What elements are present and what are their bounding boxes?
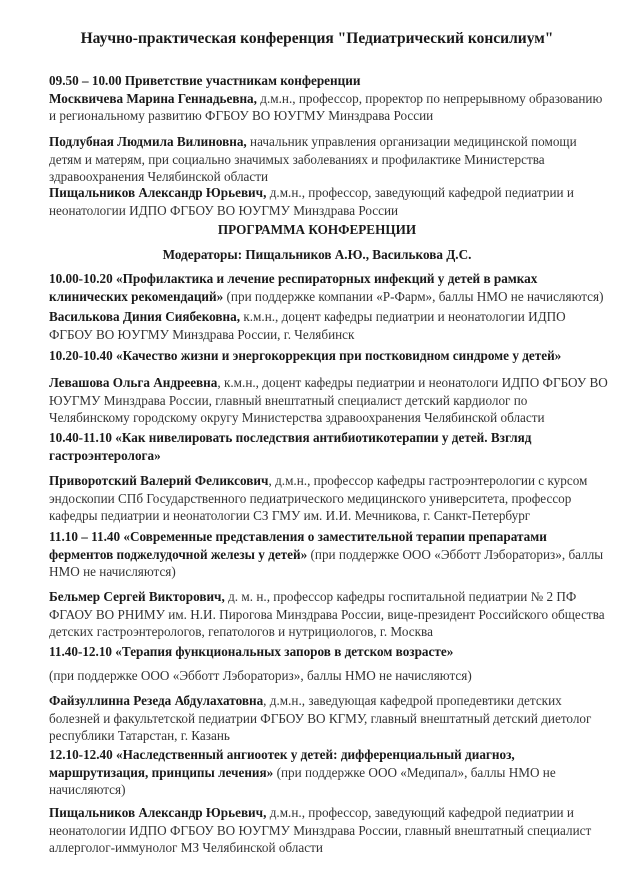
session-title-text: 11.10 – 11.40 «Современные представления о заместительной терапии препаратами ферментов поджелудочной железы у детей» (49, 529, 547, 562)
session-title-text: 10.00-10.20 «Профилактика и лечение респираторных инфекций у детей в рамках клинических рекомендаций» (49, 271, 538, 304)
speaker-name: Подлубная Людмила Вилиновна, (49, 134, 247, 149)
session-title-text: 12.10-12.40 «Наследственный ангиоотек у детей: дифференциальный диагноз, маршрутизация, принципы лечения» (49, 747, 515, 780)
speaker-desc: начальник управления организации медицинской помощи детям и матерям, при социально значимых заболеваниях и профилактике Министерства здравоохранения Челябинской области (49, 134, 577, 184)
speaker-desc: , д.м.н., профессор кафедры гастроэнтерологии с курсом эндоскопии СПб Государственного педиатрического медицинского университета, профессор кафедры педиатрии и неонатологии СЗ ГМУ им. И.И. Мечникова, г. Санкт-Петербург (49, 473, 588, 523)
speaker-desc: д.м.н., профессор, заведующий кафедрой педиатрии и неонатологии ИДПО ФГБОУ ВО ЮУГМУ Минздрава России, главный внештатный специалист аллерголог-иммунолог МЗ Челябинской области (49, 805, 592, 855)
moderators: Модераторы: Пищальников А.Ю., Василькова Д.С. (162, 247, 472, 262)
speaker-name: Василькова Диния Сиябековна, (49, 309, 241, 324)
speaker-paragraph (49, 308, 609, 343)
speaker-desc: к.м.н., доцент кафедры педиатрии и неонатологии ИДПО ФГБОУ ВО ЮУГМУ Минздрава России, г. Челябинск (49, 309, 566, 342)
speaker-paragraph (49, 90, 609, 125)
speaker-paragraph (49, 472, 609, 525)
speaker-name: Бельмер Сергей Викторович, (49, 589, 225, 604)
speaker-name: Пищальников Александр Юрьевич, (49, 185, 267, 200)
session-note: (при поддержке ООО «Эбботт Лэбораториз», баллы НМО не начисляются) (49, 546, 604, 579)
session-title-text: 11.40-12.10 «Терапия функциональных запоров в детском возрасте» (49, 644, 454, 659)
speaker-paragraph (49, 588, 609, 641)
session-note: (при поддержке компании «Р-Фарм», баллы НМО не начисляются) (223, 288, 604, 304)
document-title: Научно-практическая конференция "Педиатрический консилиум" (80, 30, 554, 47)
speaker-desc: д. м. н., профессор кафедры госпитальной педиатрии № 2 ПФ ФГАОУ ВО РНИМУ им. Н.И. Пирогова Минздрава России, вице-президент Российского общества детских гастроэнтерологов, гепатологов и нутрициологов, г. Москва (49, 589, 605, 639)
speaker-paragraph (49, 692, 609, 745)
session-title (49, 347, 609, 365)
session-title (49, 746, 609, 799)
session-title (49, 270, 609, 305)
greeting-block (49, 72, 609, 125)
speaker-paragraph (49, 184, 609, 219)
speaker-paragraph (49, 133, 609, 186)
speaker-paragraph (49, 374, 609, 427)
speaker-desc: д.м.н., профессор, заведующий кафедрой педиатрии и неонатологии ИДПО ФГБОУ ВО ЮУГМУ Минздрава России (49, 185, 574, 218)
speaker-name: Москвичева Марина Геннадьевна, (49, 90, 257, 106)
speaker-desc: д.м.н., профессор, проректор по непрерывному образованию и региональному развитию ФГБОУ ВО ЮУГМУ Минздрава России (49, 90, 603, 123)
session-title (49, 429, 609, 464)
speaker-name: Пищальников Александр Юрьевич, (49, 805, 267, 820)
session-note: (при поддержке ООО «Медипал», баллы НМО не начисляются) (49, 764, 556, 797)
session-title-text: 10.20-10.40 «Качество жизни и энергокоррекция при постковидном синдроме у детей» (49, 348, 562, 363)
session-note-text: (при поддержке ООО «Эбботт Лэбораториз», баллы НМО не начисляются) (49, 668, 472, 683)
speaker-name: Файзуллинна Резеда Абдулахатовна (49, 693, 264, 708)
session-title (49, 643, 609, 661)
speaker-paragraph (49, 804, 609, 857)
speaker-name: Приворотский Валерий Феликсович (49, 473, 269, 488)
greeting-time-title: 09.50 – 10.00 Приветствие участникам конференции (49, 73, 361, 88)
session-title-text: 10.40-11.10 «Как нивелировать последствия антибиотикотерапии у детей. Взгляд гастроэнтеролога» (49, 430, 532, 463)
speaker-desc: , к.м.н., доцент кафедры педиатрии и неонатологи ИДПО ФГБОУ ВО ЮУГМУ Минздрава России, главный внештатный специалист детский кардиолог по Челябинскому городскому округу Министерства здравоохранения Челябинской области (49, 375, 608, 425)
speaker-name: Левашова Ольга Андреевна (49, 375, 218, 390)
program-heading: ПРОГРАММА КОНФЕРЕНЦИИ (217, 222, 417, 237)
session-note (49, 667, 609, 685)
session-title (49, 528, 609, 581)
speaker-desc: , д.м.н., заведующая кафедрой пропедевтики детских болезней и факультетской педиатрии ФГБОУ ВО КГМУ, главный внештатный детский диетолог республики Татарстан, г. Казань (49, 693, 592, 743)
